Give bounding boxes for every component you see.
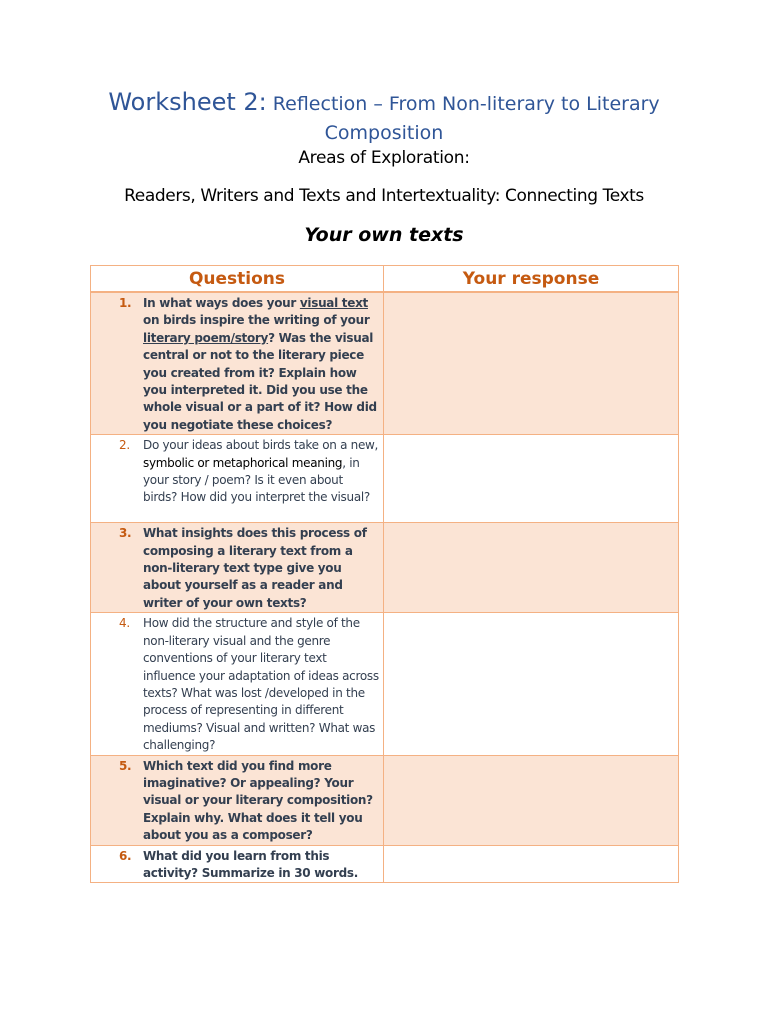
header-your-response: Your response	[384, 266, 679, 293]
title-sub-line2: Composition	[324, 122, 444, 144]
question-number: 4.	[119, 616, 130, 631]
table-header-row	[91, 266, 679, 293]
question-cell	[91, 755, 384, 845]
table-row	[91, 845, 679, 883]
response-cell[interactable]	[384, 523, 679, 613]
question-number: 6.	[119, 848, 132, 863]
question-cell	[91, 435, 384, 523]
areas-label: Areas of Exploration:	[298, 148, 470, 168]
question-number: 1.	[119, 296, 132, 310]
worksheet-title	[0, 88, 768, 147]
question-number: 3.	[119, 526, 132, 541]
question-cell	[91, 845, 384, 883]
section-heading: Your own texts	[304, 224, 464, 246]
response-cell[interactable]	[384, 755, 679, 845]
table-row	[91, 292, 679, 435]
areas-subtitle: Readers, Writers and Texts and Intertextuality: Connecting Texts	[124, 186, 644, 206]
question-cell	[91, 523, 384, 613]
question-text: Which text did you find more imaginative? Or appealing? Your visual or your literary composition? Explain why. What does it tell you about you as a composer?	[143, 758, 373, 843]
title-main: Worksheet 2:	[108, 88, 267, 116]
table-row	[91, 755, 679, 845]
question-number: 2.	[119, 438, 130, 453]
title-sub-line1: Reflection – From Non-literary to Literary	[266, 93, 660, 115]
question-text: How did the structure and style of the non-literary visual and the genre conventions of your literary text influence your adaptation of ideas across texts? What was lost /developed in the process of representing in different mediums? Visual and written? What was challenging?	[143, 616, 379, 753]
reflection-table	[90, 265, 679, 883]
response-cell[interactable]	[384, 435, 679, 523]
table-row	[91, 435, 679, 523]
question-text: Do your ideas about birds take on a new, symbolic or metaphorical meaning, in your story / poem? Is it even about birds? How did you interpret the visual?	[143, 438, 379, 505]
question-text: What did you learn from this activity? Summarize in 30 words.	[143, 848, 358, 880]
response-cell[interactable]	[384, 845, 679, 883]
question-cell	[91, 613, 384, 755]
question-text: In what ways does your visual text on birds inspire the writing of your literary poem/story? Was the visual central or not to the literary piece you created from it? Explain how you interpreted it. Did you use the whole visual or a part of it? How did you negotiate these choices?	[143, 296, 377, 432]
response-cell[interactable]	[384, 613, 679, 755]
table-row	[91, 613, 679, 755]
table-row	[91, 523, 679, 613]
question-cell	[91, 292, 384, 435]
header-questions: Questions	[91, 266, 384, 293]
question-number: 5.	[119, 758, 132, 773]
question-text: What insights does this process of composing a literary text from a non-literary text type give you about yourself as a reader and writer of your own texts?	[143, 526, 367, 610]
response-cell[interactable]	[384, 292, 679, 435]
